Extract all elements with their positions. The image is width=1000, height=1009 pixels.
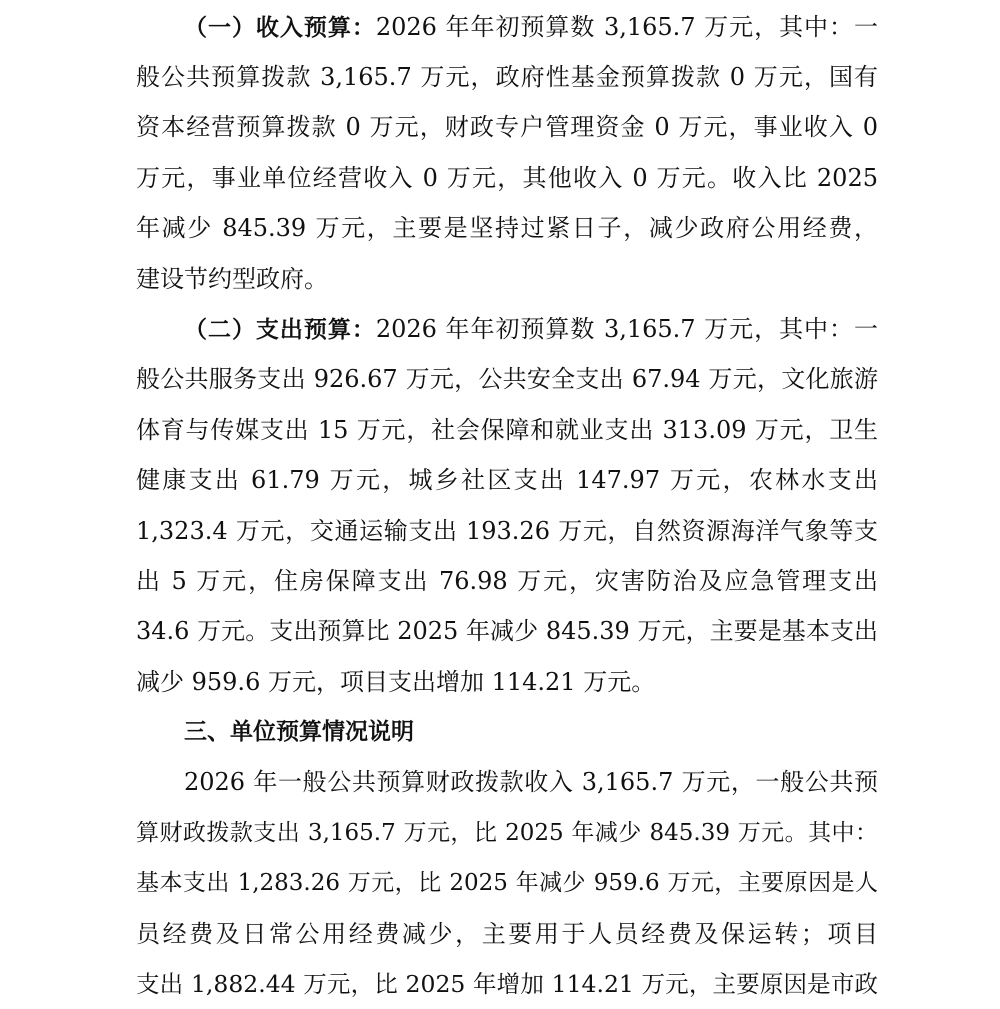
unit-budget-line-1: 2026 年一般公共预算财政拨款收入 3,165.7 万元，一般公共预 xyxy=(184,768,878,796)
expenditure-budget-line: 1,323.4 万元，交通运输支出 193.26 万元，自然资源海洋气象等支 xyxy=(136,517,878,545)
income-budget-line: 资本经营预算拨款 0 万元，财政专户管理资金 0 万元，事业收入 0 xyxy=(136,113,878,141)
income-budget-line: 万元，事业单位经营收入 0 万元，其他收入 0 万元。收入比 2025 xyxy=(136,164,878,192)
expenditure-budget-line: 出 5 万元，住房保障支出 76.98 万元，灾害防治及应急管理支出 xyxy=(136,567,878,595)
section-heading: 三、单位预算情况说明 xyxy=(184,719,414,745)
expenditure-budget-line: 34.6 万元。支出预算比 2025 年减少 845.39 万元，主要是基本支出 xyxy=(136,617,878,645)
income-budget-line: 般公共预算拨款 3,165.7 万元，政府性基金预算拨款 0 万元，国有 xyxy=(136,63,878,91)
expenditure-budget-line: 健康支出 61.79 万元，城乡社区支出 147.97 万元，农林水支出 xyxy=(136,466,878,494)
expenditure-budget-line-1: （二）支出预算：2026 年年初预算数 3,165.7 万元，其中：一 xyxy=(184,315,878,343)
income-budget-lead: （一）收入预算： xyxy=(184,15,376,41)
unit-budget-line: 支出 1,882.44 万元，比 2025 年增加 114.21 万元，主要原因是市政 xyxy=(136,970,878,998)
expenditure-budget-line: 减少 959.6 万元，项目支出增加 114.21 万元。 xyxy=(136,668,656,696)
expenditure-budget-line: 体育与传媒支出 15 万元，社会保障和就业支出 313.09 万元，卫生 xyxy=(136,416,878,444)
unit-budget-line: 算财政拨款支出 3,165.7 万元，比 2025 年减少 845.39 万元。其中： xyxy=(136,820,878,846)
income-budget-line-1: （一）收入预算：2026 年年初预算数 3,165.7 万元，其中：一 xyxy=(184,13,878,41)
expenditure-budget-line: 般公共服务支出 926.67 万元，公共安全支出 67.94 万元，文化旅游 xyxy=(136,365,878,393)
expenditure-budget-lead: （二）支出预算： xyxy=(184,317,376,343)
income-budget-line: 年减少 845.39 万元，主要是坚持过紧日子，减少政府公用经费， xyxy=(136,214,878,242)
unit-budget-line: 基本支出 1,283.26 万元，比 2025 年减少 959.6 万元，主要原因是人 xyxy=(136,870,878,896)
income-budget-line: 建设节约型政府。 xyxy=(136,265,328,293)
unit-budget-line: 员经费及日常公用经费减少，主要用于人员经费及保运转；项目 xyxy=(136,920,878,948)
